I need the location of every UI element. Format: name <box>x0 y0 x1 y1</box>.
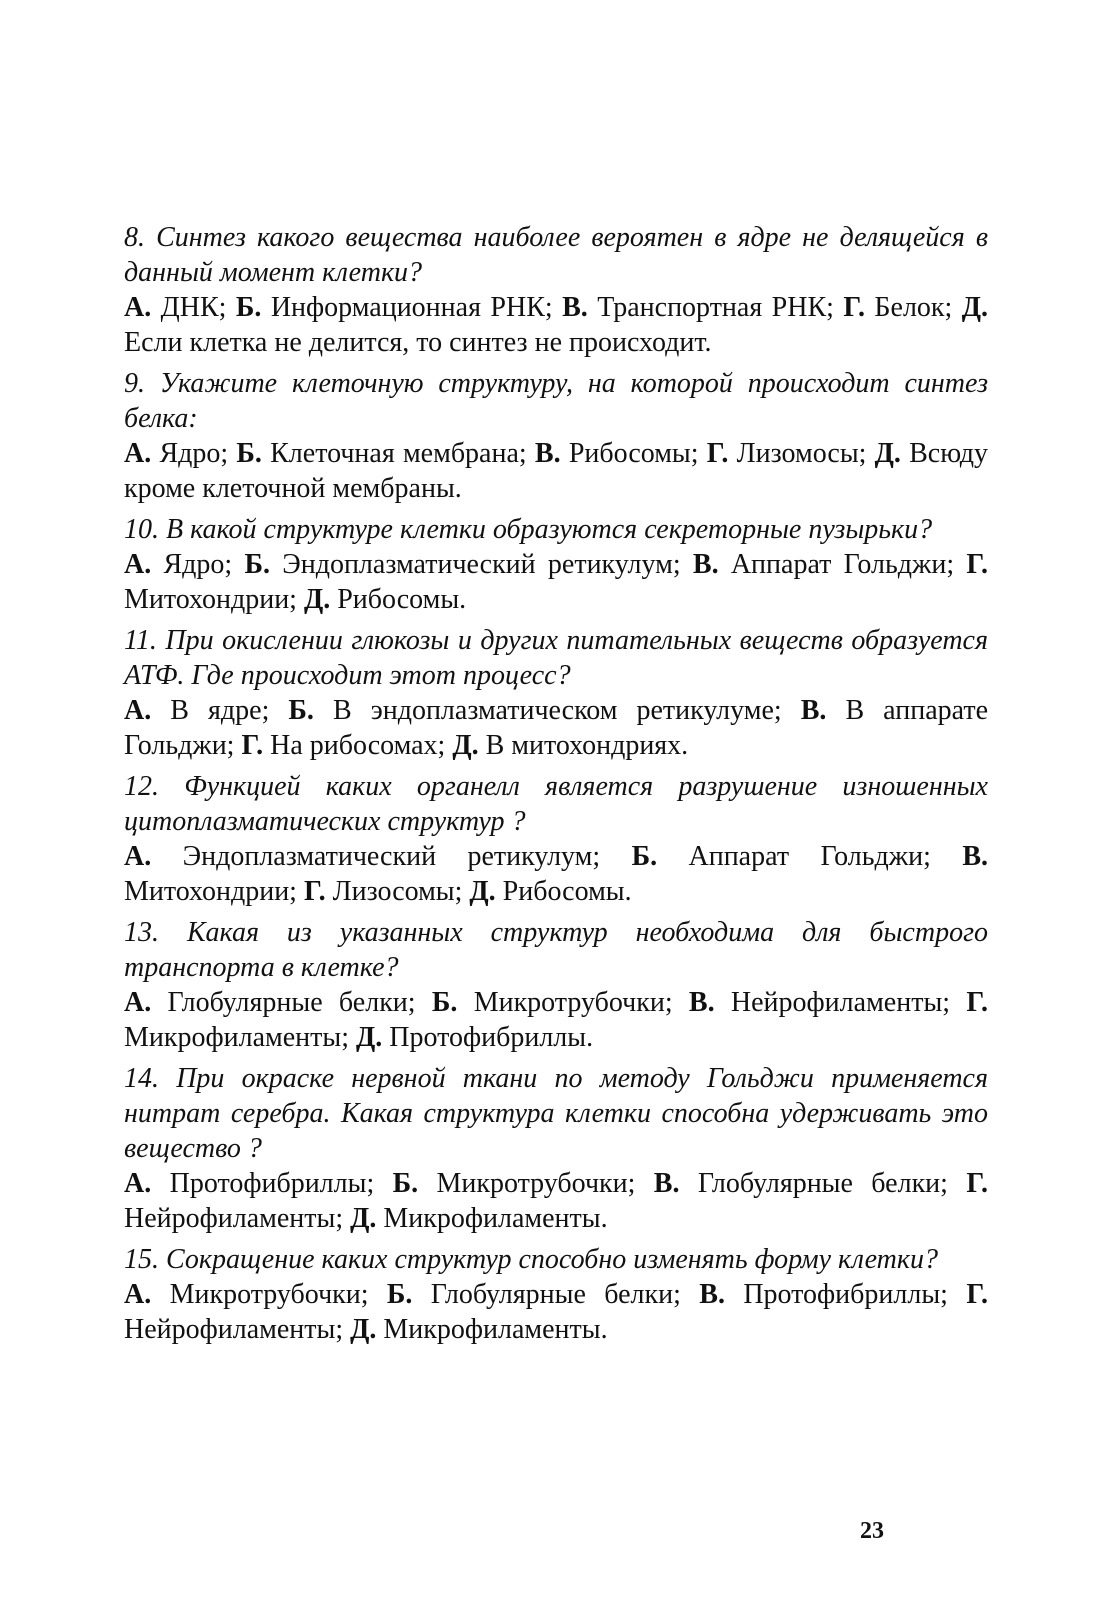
option-letter: В. <box>534 438 561 469</box>
option-letter: Д. <box>961 292 988 323</box>
option-b <box>236 292 562 323</box>
option-d <box>452 730 688 761</box>
option-text: Глобулярные белки; <box>679 1168 967 1199</box>
answer-options <box>124 839 988 909</box>
option-letter: Д. <box>874 438 901 469</box>
option-d <box>350 1203 607 1234</box>
option-v <box>693 549 966 580</box>
option-text: Микротрубочки; <box>151 1279 387 1310</box>
answer-options <box>124 547 988 617</box>
option-v <box>689 987 966 1018</box>
option-letter: Г. <box>966 549 989 580</box>
option-letter: В. <box>800 695 827 726</box>
option-letter: В. <box>692 549 719 580</box>
answer-options <box>124 1277 988 1347</box>
option-a <box>124 987 432 1018</box>
question-block <box>124 1242 988 1347</box>
option-g <box>843 292 961 323</box>
option-text: Протофибриллы; <box>151 1168 393 1199</box>
option-text: Всюду кроме клеточной мембраны. <box>124 438 988 504</box>
option-d <box>350 1314 607 1345</box>
option-b <box>632 841 963 872</box>
option-d <box>356 1022 593 1053</box>
question-list <box>124 220 988 1353</box>
option-letter: Б. <box>236 438 262 469</box>
option-text: Глобулярные белки; <box>151 987 432 1018</box>
question-text: 13. Какая из указанных структур необходима для быстрого транспорта в клетке? <box>124 917 988 983</box>
option-letter: А. <box>124 292 152 323</box>
option-text: Аппарат Гольджи; <box>657 841 963 872</box>
option-text: Нейрофиламенты; <box>124 1314 351 1345</box>
option-letter: А. <box>124 695 152 726</box>
option-letter: Г. <box>966 987 988 1018</box>
option-text: Клеточная мембрана; <box>261 438 535 469</box>
option-letter: Г. <box>966 1168 988 1199</box>
question-block <box>124 220 988 360</box>
option-text: В аппарате Гольджи; <box>124 695 989 761</box>
option-text: Микротрубочки; <box>418 1168 654 1199</box>
option-text: Митохондрии; <box>124 876 304 907</box>
option-text: Ядро; <box>151 438 237 469</box>
option-text: ДНК; <box>151 292 236 323</box>
option-a <box>124 292 236 323</box>
option-text: Протофибриллы; <box>724 1279 967 1310</box>
answer-options <box>124 693 988 763</box>
question-text: 14. При окраске нервной ткани по методу Гольджи применяется нитрат серебра. Какая структура клетки способна удерживать это вещество ? <box>124 1063 988 1164</box>
option-letter: Г. <box>966 1279 988 1310</box>
option-letter: Г. <box>843 292 865 323</box>
option-text: Рибосомы. <box>495 876 632 907</box>
option-text: Если клетка не делится, то синтез не происходит. <box>124 327 712 358</box>
option-letter: Д. <box>355 1022 383 1053</box>
option-a <box>124 695 288 726</box>
option-letter: А. <box>124 841 152 872</box>
question-text: 9. Укажите клеточную структуру, на которой происходит синтез белка: <box>124 368 988 434</box>
option-letter: А. <box>124 549 152 580</box>
option-letter: Б. <box>392 1168 419 1199</box>
option-letter: Д. <box>303 584 331 615</box>
question-text: 10. В какой структуре клетки образуются секреторные пузырьки? <box>124 514 933 545</box>
option-text: Протофибриллы. <box>382 1022 594 1053</box>
option-letter: Д. <box>350 1314 377 1345</box>
option-text: Нейрофиламенты; <box>124 1203 351 1234</box>
option-letter: Б. <box>235 292 262 323</box>
question-text: 8. Синтез какого вещества наиболее вероятен в ядре не делящейся в данный момент клетки? <box>124 222 988 288</box>
question-block <box>124 512 988 617</box>
option-text: Нейрофиламенты; <box>714 987 967 1018</box>
option-text: Микротрубочки; <box>457 987 689 1018</box>
option-letter: А. <box>124 1279 152 1310</box>
option-text: Рибосомы. <box>330 584 467 615</box>
option-letter: В. <box>962 841 988 872</box>
option-letter: Г. <box>706 438 729 469</box>
option-text: Транспортная РНК; <box>587 292 844 323</box>
question-block <box>124 623 988 763</box>
option-text: Эндоплазматический ретикулум; <box>269 549 693 580</box>
option-text: На рибосомах; <box>263 730 453 761</box>
answer-options <box>124 1166 988 1236</box>
option-text: Белок; <box>865 292 962 323</box>
option-text: Эндоплазматический ретикулум; <box>151 841 632 872</box>
option-letter: Д. <box>350 1203 377 1234</box>
option-text: Лизомосы; <box>728 438 875 469</box>
option-letter: В. <box>653 1168 680 1199</box>
option-b <box>387 1279 699 1310</box>
option-d <box>304 584 466 615</box>
option-g <box>304 876 469 907</box>
question-block <box>124 769 988 909</box>
option-text: В ядре; <box>151 695 289 726</box>
option-d <box>469 876 631 907</box>
option-v <box>535 438 707 469</box>
option-text: Аппарат Гольджи; <box>718 549 967 580</box>
question-block <box>124 366 988 506</box>
option-letter: Б. <box>431 987 458 1018</box>
option-letter: В. <box>562 292 588 323</box>
option-letter: Д. <box>469 876 496 907</box>
option-b <box>432 987 689 1018</box>
option-letter: Д. <box>452 730 479 761</box>
option-text: Рибосомы; <box>560 438 707 469</box>
option-b <box>288 695 800 726</box>
answer-options <box>124 985 988 1055</box>
option-text: Микрофиламенты. <box>376 1203 608 1234</box>
option-text: Лизосомы; <box>325 876 470 907</box>
option-letter: Б. <box>631 841 658 872</box>
option-g <box>241 730 452 761</box>
option-letter: А. <box>124 987 152 1018</box>
option-a <box>124 1168 393 1199</box>
answer-options <box>124 436 988 506</box>
option-letter: Г. <box>303 876 326 907</box>
option-b <box>236 438 535 469</box>
option-text: Ядро; <box>151 549 245 580</box>
option-v <box>654 1168 967 1199</box>
option-a <box>124 549 244 580</box>
question-block <box>124 1061 988 1236</box>
option-letter: В. <box>688 987 715 1018</box>
option-letter: А. <box>124 1168 152 1199</box>
option-letter: А. <box>124 438 152 469</box>
question-text: 11. При окислении глюкозы и других питательных веществ образуется АТФ. Где происходит этот процесс? <box>124 625 988 691</box>
option-g <box>707 438 875 469</box>
option-b <box>244 549 692 580</box>
option-text: Глобулярные белки; <box>412 1279 700 1310</box>
page-number: 23 <box>860 1518 884 1544</box>
question-text: 12. Функцией каких органелл является разрушение изношенных цитоплазматических структур ? <box>124 771 988 837</box>
option-a <box>124 1279 387 1310</box>
option-a <box>124 438 236 469</box>
question-block <box>124 915 988 1055</box>
option-v <box>699 1279 966 1310</box>
option-v <box>562 292 843 323</box>
option-text: В эндоплазматическом ретикулуме; <box>313 695 801 726</box>
answer-options <box>124 290 988 360</box>
option-letter: Б. <box>244 549 270 580</box>
option-letter: Г. <box>241 730 264 761</box>
option-a <box>124 841 632 872</box>
option-text: Микрофиламенты; <box>124 1022 356 1053</box>
option-text: В митохондриях. <box>478 730 689 761</box>
option-b <box>393 1168 654 1199</box>
option-text: Митохондрии; <box>124 584 304 615</box>
option-text: Микрофиламенты. <box>376 1314 608 1345</box>
option-letter: Б. <box>288 695 314 726</box>
option-letter: В. <box>699 1279 725 1310</box>
option-text: Информационная РНК; <box>261 292 563 323</box>
option-letter: Б. <box>386 1279 413 1310</box>
question-text: 15. Сокращение каких структур способно изменять форму клетки? <box>124 1244 938 1275</box>
